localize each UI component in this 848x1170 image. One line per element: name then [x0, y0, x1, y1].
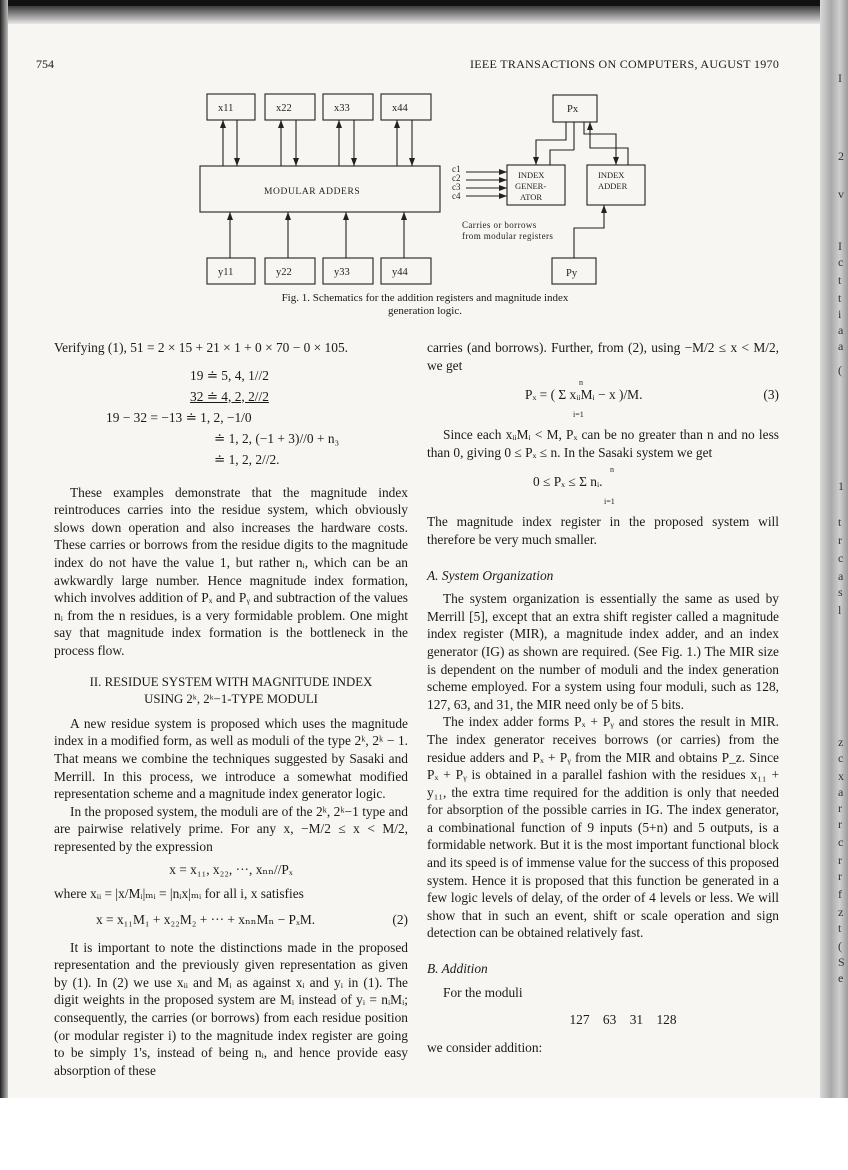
- where-clause: where xᵢᵢ = |x/Mᵢ|ₘᵢ = |nᵢx|ₘᵢ for all i, x satisfies: [54, 886, 304, 902]
- index-adder-label-2: ADDER: [598, 181, 628, 191]
- edge-glyph: S: [838, 955, 845, 969]
- x44-label: x44: [392, 103, 408, 114]
- c4-label: c4: [452, 191, 461, 201]
- figure-caption: [230, 292, 620, 318]
- py-label: Py: [566, 268, 578, 279]
- edge-glyph: z: [838, 735, 844, 749]
- px-label: Px: [567, 104, 579, 115]
- equation-3: [427, 380, 779, 420]
- scan-bottom-margin: [0, 1098, 848, 1170]
- paragraph: carries (and borrows). Further, from (2), using −M/2 ≤ x < M/2, we get: [427, 340, 779, 373]
- x11-label: x11: [218, 103, 234, 114]
- y22-label: y22: [276, 267, 292, 278]
- subsection-heading-a: A. System Organization: [427, 567, 554, 583]
- edge-glyph: a: [838, 785, 844, 799]
- index-adder-label-1: INDEX: [598, 170, 625, 180]
- edge-glyph: a: [838, 323, 844, 337]
- c1-label: c1: [452, 164, 461, 174]
- section-heading: [54, 674, 408, 709]
- paragraph: For the moduli: [443, 984, 523, 1000]
- equation-2-body: x = x₁₁M₁ + x₂₂M₂ + ··· + xₙₙMₙ − PₓM.: [96, 911, 316, 927]
- index-generator-label-2: GENER-: [515, 181, 547, 191]
- right-column: [427, 339, 779, 1056]
- edge-glyph: l: [838, 603, 842, 617]
- modular-adders-label: MODULAR ADDERS: [264, 187, 361, 197]
- edge-glyph: c: [838, 255, 844, 269]
- edge-glyph: t: [838, 291, 842, 305]
- equation-3-sum-bottom: i=1: [573, 410, 584, 420]
- paragraph: These examples demonstrate that the magnitude index reintroduces carries into the residue system, which obviously slows down operation and also increases the hardware costs. These carries or borrows from the residue digits to the magnitude index do not have the value 1, but rather nᵢ, which can be an awkwardly large number. Hence magnitude index formation, which involves addition of Pₓ and Pᵧ and subtraction of the values nᵢ from the n residues, is a very formidable problem. One might say that magnitude index formation is the bottleneck in the process flow.: [54, 484, 408, 658]
- edge-glyph: r: [838, 801, 842, 815]
- figure-1-schematic: [0, 0, 820, 300]
- y44-label: y44: [392, 267, 408, 278]
- example-line-1: 19 ≐ 5, 4, 1//2: [190, 367, 269, 383]
- index-generator-label-3: ATOR: [520, 192, 543, 202]
- x33-label: x33: [334, 103, 350, 114]
- edge-glyph: 1: [838, 479, 844, 493]
- edge-glyph: r: [838, 853, 842, 867]
- figure-caption-line-2: generation logic.: [388, 305, 462, 317]
- left-column: [54, 339, 408, 1079]
- c2-label: c2: [452, 173, 461, 183]
- edge-glyph: I: [838, 71, 842, 85]
- scan-top-edge: [0, 0, 848, 24]
- equation-representation: x = x₁₁, x₂₂, ···, xₙₙ//Pₓ: [169, 862, 293, 878]
- carries-note-1: Carries or borrows: [462, 220, 537, 230]
- paragraph: The system organization is essentially the same as used by Merrill [5], except that an extra shift register called a magnitude index register (MIR), a magnitude index adder, and an index generator (IG) as shown are required. (See Fig. 1.) The MIR size is dependent on the number of moduli and the index generation scheme employed. For a system using four moduli, such as 128, 127, 63, and 31, the MIR need only be of 5 bits.: [427, 591, 779, 712]
- equation-4-body: 0 ≤ Pₓ ≤ Σ nᵢ.: [533, 474, 603, 490]
- edge-glyph: a: [838, 339, 844, 353]
- equation-4-sum-top: n: [610, 465, 614, 475]
- edge-glyph: a: [838, 569, 844, 583]
- example-line-4: ≐ 1, 2, (−1 + 3)//0 + n₃: [214, 430, 340, 446]
- edge-glyph: 2: [838, 149, 844, 163]
- edge-glyph: r: [838, 869, 842, 883]
- edge-glyph: I: [838, 239, 842, 253]
- paragraph: In the proposed system, the moduli are of the 2ᵏ, 2ᵏ−1 type and are pairwise relatively prime. For any x, −M/2 ≤ x < M/2, represented by the expression: [54, 803, 408, 854]
- section-heading-line-1: II. RESIDUE SYSTEM WITH MAGNITUDE INDEX: [89, 674, 373, 689]
- x22-label: x22: [276, 103, 292, 114]
- edge-glyph: e: [838, 971, 844, 985]
- equation-2-number: (2): [392, 911, 408, 927]
- equation-3-sum-top: n: [579, 378, 583, 388]
- edge-glyph: r: [838, 533, 842, 547]
- edge-glyph: x: [838, 769, 844, 783]
- paragraph: The magnitude index register in the proposed system will therefore be very much smaller.: [427, 514, 779, 547]
- example-line-5: ≐ 1, 2, 2//2.: [214, 451, 280, 467]
- edge-glyph: t: [838, 515, 842, 529]
- next-page-edge: [820, 0, 848, 1098]
- edge-glyph: v: [838, 187, 844, 201]
- scan-left-edge: [0, 0, 8, 1098]
- paragraph: A new residue system is proposed which uses the magnitude index in a modified form, as well as moduli of the type 2ᵏ, 2ᵏ − 1. That means we combine the techniques suggested by Sasaki and Merrill. In this process, we introduce a somewhat modified representation scheme and a magnitude index generator logic.: [54, 715, 408, 802]
- paragraph: The index adder forms Pₓ + Pᵧ and stores the result in MIR. The index generator receives borrows (or carries) from the residue adders and Pₓ + Pᵧ from the MIR and obtains P_z. Since Pₓ + Pᵧ is obtained in a parallel fashion with the residues x₁₁ + y₁₁, the extra time required for the addition is only that needed for absorption of the possible carries in IG. The index generator, a combinational function of 9 inputs (5+n) and 5 outputs, is a formidable network. But it is the most important functional block and its speed is of immense value for the success of this proposed system. Hence it is proposed that this function be generated in a few logic levels of delay, of the order of 4 levels or less. We will show that in such an event, shift or scale operation and sign detection can be obtained relatively fast.: [427, 714, 779, 941]
- example-line-2: 32 ≐ 4, 2, 2//2: [190, 388, 269, 404]
- section-heading-line-2: USING 2ᵏ, 2ᵏ−1-TYPE MODULI: [144, 692, 318, 707]
- equation-3-number: (3): [763, 387, 779, 403]
- edge-glyph: (: [838, 363, 842, 377]
- running-head: IEEE TRANSACTIONS ON COMPUTERS, AUGUST 1970: [470, 57, 780, 71]
- carries-note-2: from modular registers: [462, 231, 554, 241]
- edge-glyph: c: [838, 835, 844, 849]
- edge-glyph: t: [838, 273, 842, 287]
- equation-2: [54, 911, 408, 931]
- edge-glyph: i: [838, 307, 842, 321]
- y33-label: y33: [334, 267, 350, 278]
- edge-glyph: c: [838, 551, 844, 565]
- y11-label: y11: [218, 267, 234, 278]
- edge-glyph: (: [838, 939, 842, 953]
- edge-glyph: f: [838, 887, 842, 901]
- example-equations: [106, 365, 408, 470]
- page-number: 754: [36, 57, 54, 71]
- edge-glyph: z: [838, 905, 844, 919]
- equation-4: [427, 467, 779, 507]
- edge-glyph: c: [838, 751, 844, 765]
- edge-glyph: s: [838, 585, 843, 599]
- c3-label: c3: [452, 182, 461, 192]
- edge-glyph: t: [838, 921, 842, 935]
- subsection-heading-b: B. Addition: [427, 961, 488, 977]
- figure-caption-line-1: Fig. 1. Schematics for the addition registers and magnitude index: [281, 292, 569, 304]
- example-line-3: 19 − 32 = −13 ≐ 1, 2, −1/0: [106, 409, 252, 425]
- edge-glyph: r: [838, 817, 842, 831]
- verification-line: Verifying (1), 51 = 2 × 15 + 21 × 1 + 0 × 70 − 0 × 105.: [54, 340, 348, 355]
- paragraph: Since each xᵢᵢMᵢ < M, Pₓ can be no greater than n and no less than 0, giving 0 ≤ Pₓ ≤ n. In the Sasaki system we get: [427, 427, 779, 460]
- index-generator-label-1: INDEX: [518, 170, 545, 180]
- paragraph: we consider addition:: [427, 1039, 543, 1055]
- equation-3-body: Pₓ = ( Σ xᵢᵢMᵢ − x )/M.: [525, 387, 643, 403]
- moduli-list: 127 63 31 128: [569, 1012, 677, 1028]
- equation-4-sum-bottom: i=1: [604, 497, 615, 507]
- paragraph: It is important to note the distinctions made in the proposed representation and the previously given representation as given by (1). In (2) we use xᵢᵢ and Mᵢ as against xᵢ and yᵢ in (1). The digit weights in the proposed system are Mᵢ instead of yᵢ = nᵢMᵢ; consequently, the carries (or borrows) from each residue position (or modular register i) to the magnitude index register are going to be simply 1's, instead of being nᵢ, and hence provide easy absorption of these: [54, 939, 408, 1078]
